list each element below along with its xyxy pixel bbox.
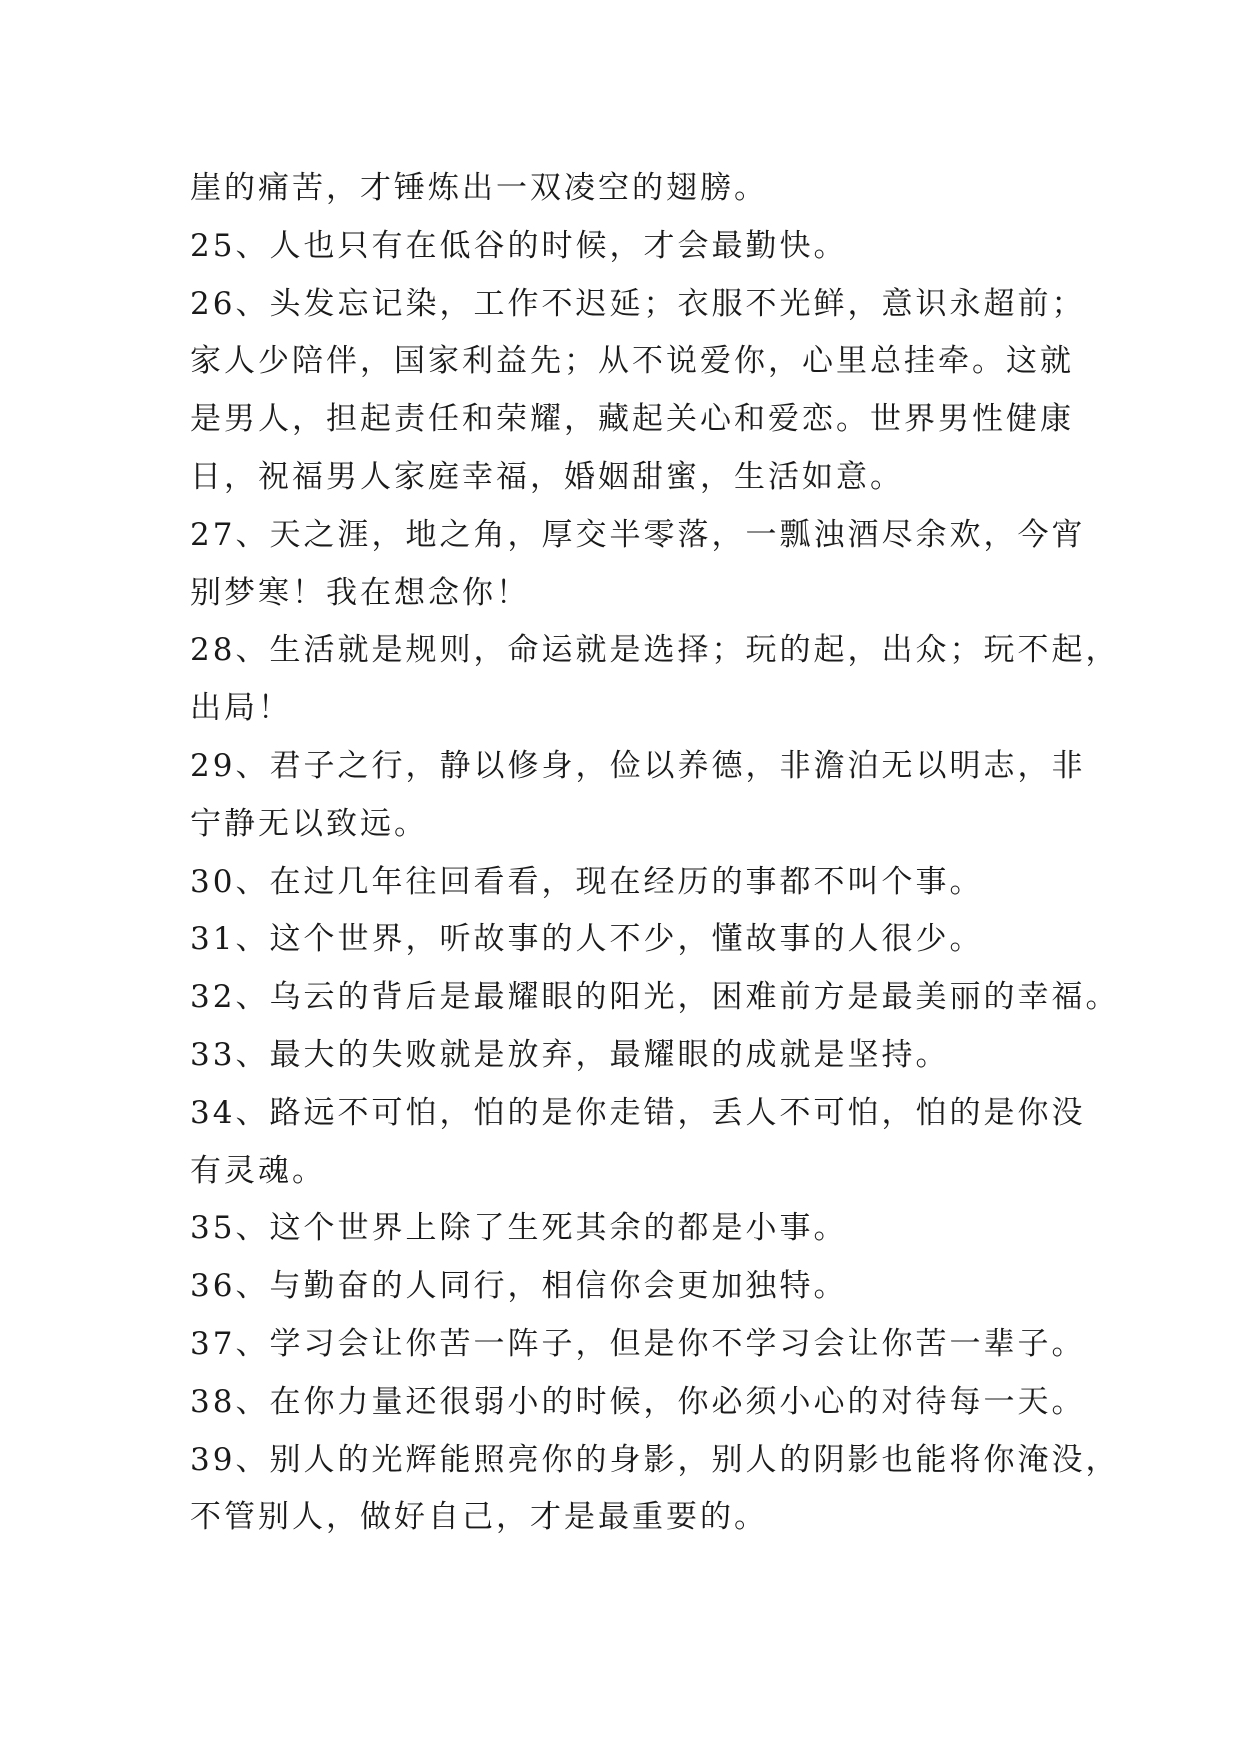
text-line: 38、在你力量还很弱小的时候，你必须小心的对待每一天。 xyxy=(190,1383,1086,1420)
text-line: 别梦寒！我在想念你！ xyxy=(190,574,530,611)
text-line: 出局！ xyxy=(190,690,292,727)
text-line: 是男人，担起责任和荣耀，藏起关心和爱恋。世界男性健康 xyxy=(190,401,1074,438)
text-line: 36、与勤奋的人同行，相信你会更加独特。 xyxy=(190,1268,848,1305)
text-line: 34、路远不可怕，怕的是你走错，丢人不可怕，怕的是你没 xyxy=(190,1094,1086,1131)
text-line: 家人少陪伴，国家利益先；从不说爱你，心里总挂牵。这就 xyxy=(190,343,1074,380)
text-line: 崖的痛苦，才锤炼出一双凌空的翅膀。 xyxy=(190,170,768,206)
text-line: 28、生活就是规则，命运就是选择；玩的起，出众；玩不起， xyxy=(190,632,1120,669)
text-line: 25、人也只有在低谷的时候，才会最勤快。 xyxy=(190,227,848,264)
document-body xyxy=(190,160,1120,1547)
text-line: 30、在过几年往回看看，现在经历的事都不叫个事。 xyxy=(190,863,984,900)
text-line: 26、头发忘记染，工作不迟延；衣服不光鲜，意识永超前； xyxy=(190,285,1086,322)
text-line: 33、最大的失败就是放弃，最耀眼的成就是坚持。 xyxy=(190,1036,950,1073)
text-line: 不管别人，做好自己，才是最重要的。 xyxy=(190,1499,768,1536)
text-line: 有灵魂。 xyxy=(190,1152,326,1189)
text-line: 27、天之涯，地之角，厚交半零落，一瓢浊酒尽余欢，今宵 xyxy=(190,516,1086,553)
text-line: 宁静无以致远。 xyxy=(190,805,428,842)
text-line: 32、乌云的背后是最耀眼的阳光，困难前方是最美丽的幸福。 xyxy=(190,979,1120,1016)
text-line: 日，祝福男人家庭幸福，婚姻甜蜜，生活如意。 xyxy=(190,458,904,495)
text-line: 37、学习会让你苦一阵子，但是你不学习会让你苦一辈子。 xyxy=(190,1325,1086,1362)
text-line: 35、这个世界上除了生死其余的都是小事。 xyxy=(190,1210,848,1247)
text-line: 29、君子之行，静以修身，俭以养德，非澹泊无以明志，非 xyxy=(190,747,1086,784)
text-line: 31、这个世界，听故事的人不少，懂故事的人很少。 xyxy=(190,921,984,958)
text-line: 39、别人的光辉能照亮你的身影，别人的阴影也能将你淹没， xyxy=(190,1441,1120,1478)
